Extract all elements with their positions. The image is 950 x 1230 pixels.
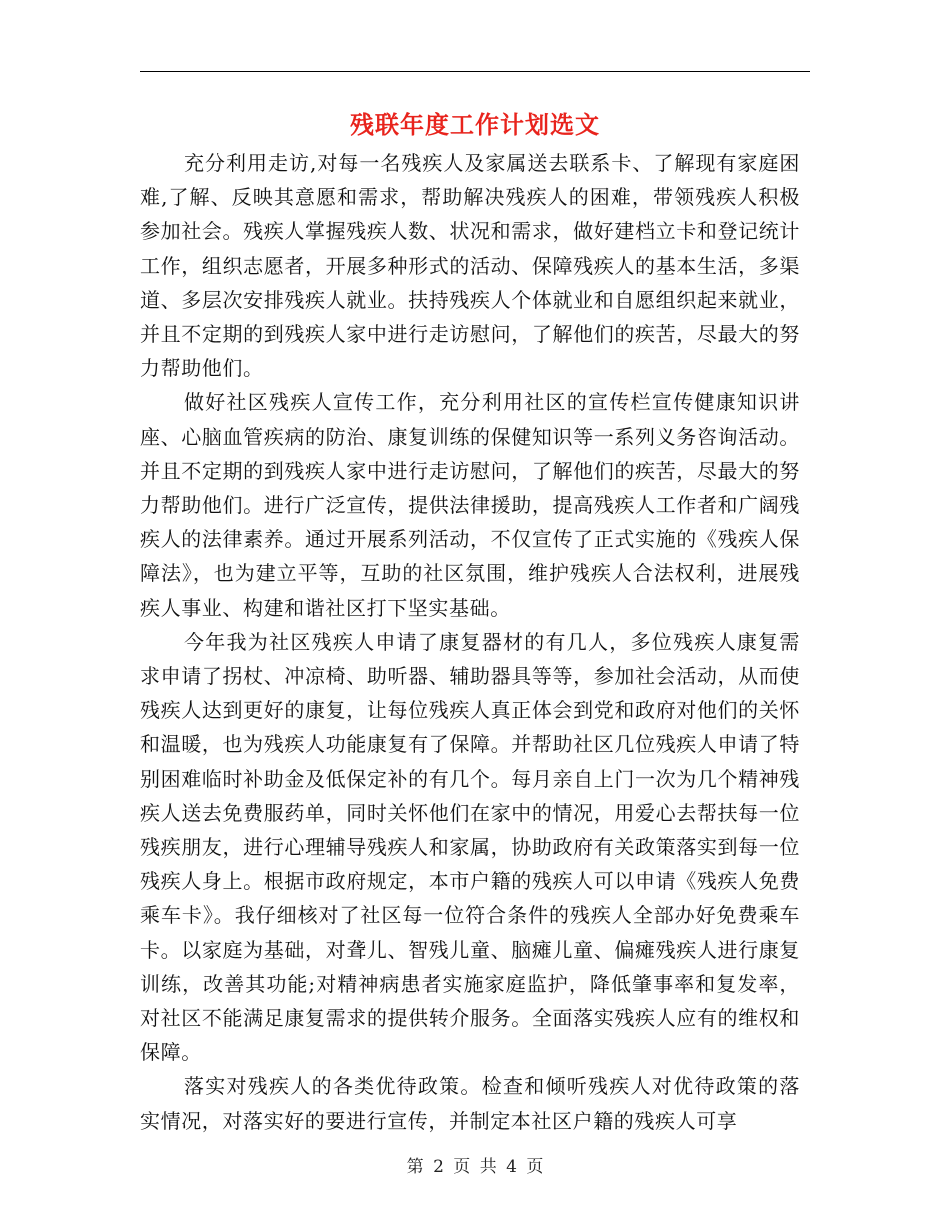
paragraph: 做好社区残疾人宣传工作，充分利用社区的宣传栏宣传健康知识讲座、心脑血管疾病的防治、康复训练的保健知识等一系列义务咨询活动。并且不定期的到残疾人家中进行走访慰问，了解他们的疾苦，尽最大的努力帮助他们。进行广泛宣传，提供法律援助，提高残疾人工作者和广阔残疾人的法律素养。通过开展系列活动，不仅宣传了正式实施的《残疾人保障法》，也为建立平等，互助的社区氛围，维护残疾人合法权利，进展残疾人事业、构建和谐社区打下坚实基础。 bbox=[140, 390, 800, 620]
paragraph: 落实对残疾人的各类优待政策。检查和倾听残疾人对优待政策的落实情况，对落实好的要进行宣传，并制定本社区户籍的残疾人可享 bbox=[140, 1074, 800, 1133]
document-title: 残联年度工作计划选文 bbox=[350, 110, 600, 139]
paragraph: 充分利用走访,对每一名残疾人及家属送去联系卡、了解现有家庭困难,了解、反映其意愿和需求，帮助解决残疾人的困难，带领残疾人积极参加社会。残疾人掌握残疾人数、状况和需求，做好建档立卡和登记统计工作，组织志愿者，开展多种形式的活动、保障残疾人的基本生活，多渠道、多层次安排残疾人就业。扶持残疾人个体就业和自愿组织起来就业，并且不定期的到残疾人家中进行走访慰问，了解他们的疾苦，尽最大的努力帮助他们。 bbox=[140, 151, 800, 381]
header-rule bbox=[140, 71, 810, 72]
page-footer: 第 2 页 共 4 页 bbox=[406, 1157, 544, 1177]
document-body bbox=[140, 146, 800, 1138]
paragraph: 今年我为社区残疾人申请了康复器材的有几人，多位残疾人康复需求申请了拐杖、冲凉椅、助听器、辅助器具等等，参加社会活动，从而使残疾人达到更好的康复，让每位残疾人真正体会到党和政府对他们的关怀和温暖，也为残疾人功能康复有了保障。并帮助社区几位残疾人申请了特别困难临时补助金及低保定补的有几个。每月亲自上门一次为几个精神残疾人送去免费服药单，同时关怀他们在家中的情况，用爱心去帮扶每一位残疾朋友，进行心理辅导残疾人和家属，协助政府有关政策落实到每一位残疾人身上。根据市政府规定，本市户籍的残疾人可以申请《残疾人免费乘车卡》。我仔细核对了社区每一位符合条件的残疾人全部办好免费乘车卡。以家庭为基础，对聋儿、智残儿童、脑瘫儿童、偏瘫残疾人进行康复训练，改善其功能;对精神病患者实施家庭监护，降低肇事率和复发率，对社区不能满足康复需求的提供转介服务。全面落实残疾人应有的维权和保障。 bbox=[140, 629, 800, 1065]
